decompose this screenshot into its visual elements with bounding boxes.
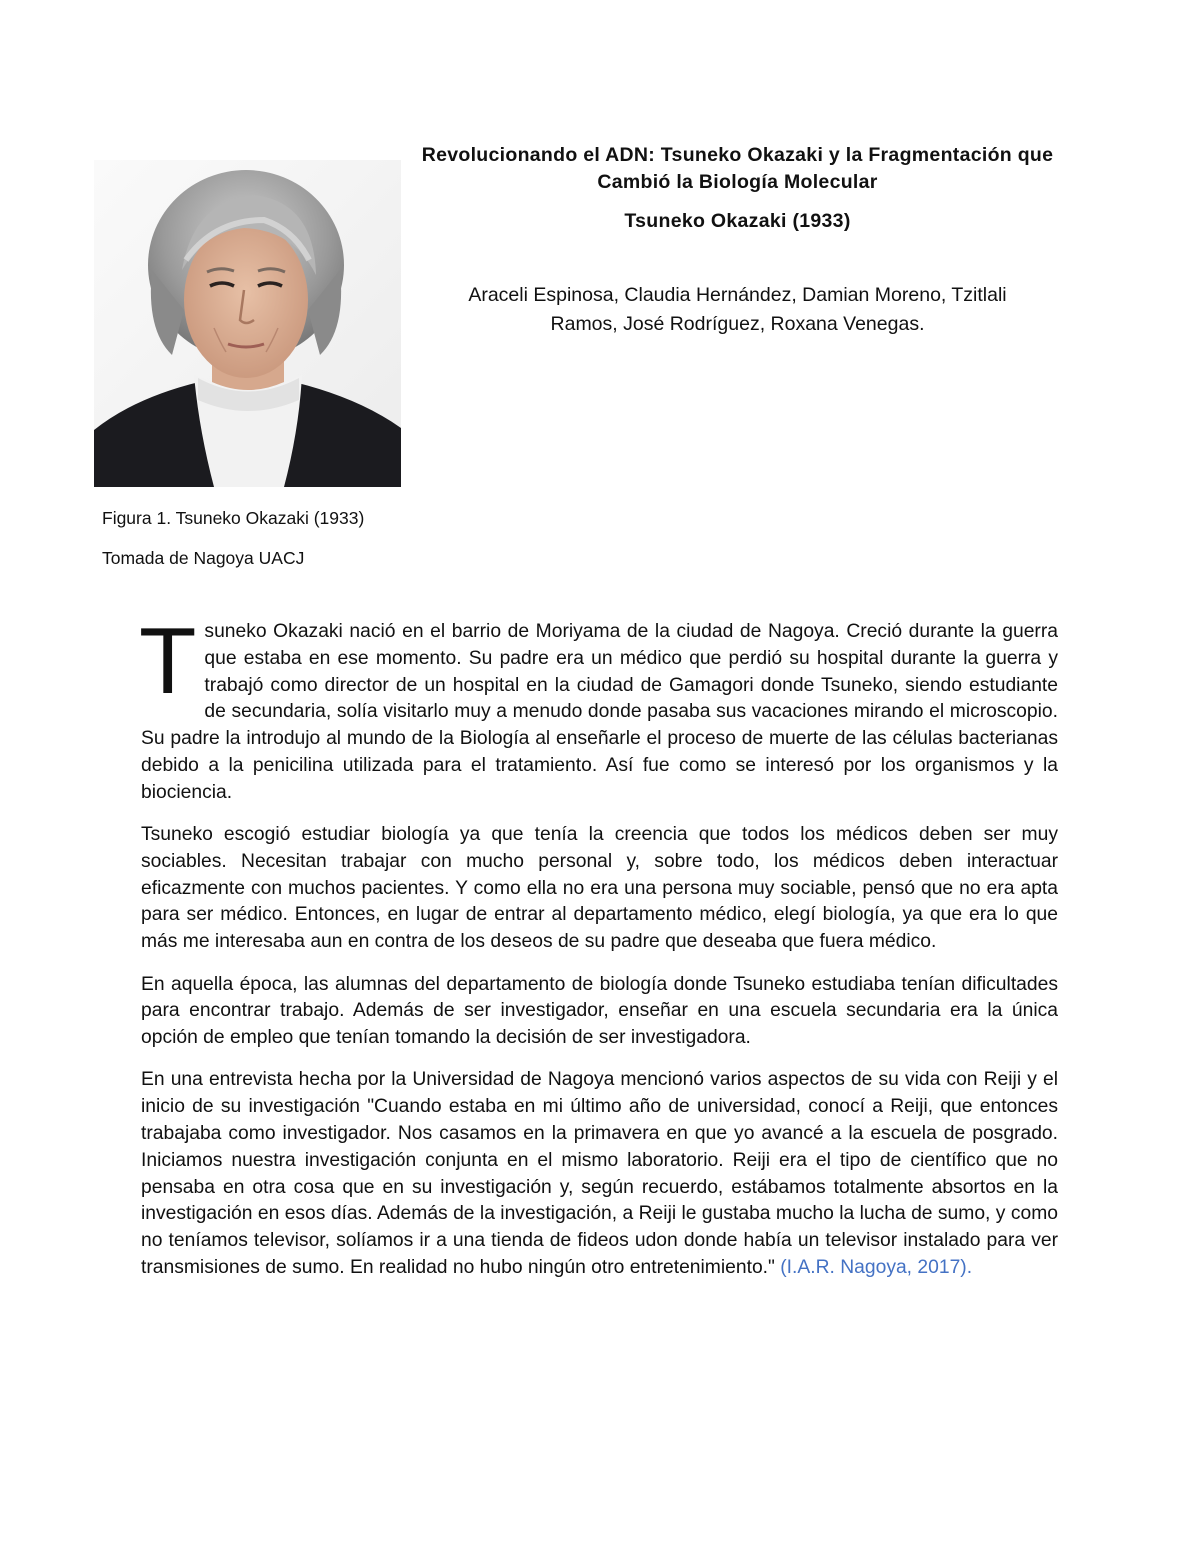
portrait-photo — [94, 160, 401, 487]
document-header — [415, 142, 1060, 339]
paragraph-4 — [141, 1067, 1058, 1281]
paragraph-1 — [139, 608, 1058, 807]
paragraph-4-text: En una entrevista hecha por la Universidad de Nagoya mencionó varios aspectos de su vida con Reiji y el inicio de su investigación "Cuando estaba en mi último año de universidad, conocí a Reiji, que entonces trabajaba como investigador. Nos casamos en la primavera en que yo avancé a la escuela de posgrado. Iniciamos nuestra investigación conjunta en el mismo laboratorio. Reiji era el tipo de científico que no pensaba en otra cosa que en su investigación y, según recuerdo, estábamos totalmente absortos en la investigación en esos días. Además de la investigación, a Reiji le gustaba mucho la lucha de sumo, y como no teníamos televisor, solíamos ir a una tienda de fideos udon donde había un televisor instalado para ver transmisiones de sumo. En realidad no hubo ningún otro entretenimiento." — [141, 1069, 1058, 1279]
citation-link[interactable]: (I.A.R. Nagoya, 2017). — [780, 1257, 973, 1279]
document-subtitle: Tsuneko Okazaki (1933) — [624, 210, 851, 232]
author-list: Araceli Espinosa, Claudia Hernández, Damian Moreno, Tzitlali Ramos, José Rodríguez, Roxana Venegas. — [468, 284, 1007, 335]
document-title: Revolucionando el ADN: Tsuneko Okazaki y la Fragmentación que Cambió la Biología Molecular — [421, 144, 1054, 193]
figure-source: Tomada de Nagoya UACJ — [102, 548, 305, 568]
paragraph-1-text: suneko Okazaki nació en el barrio de Moriyama de la ciudad de Nagoya. Creció durante la guerra que estaba en ese momento. Su padre era un médico que perdió su hospital durante la guerra y trabajó como director de un hospital en la ciudad de Gamagori donde Tsuneko, siendo estudiante de secundaria, solía visitarlo muy a menudo donde pasaba sus vacaciones mirando el microscopio. Su padre la introdujo al mundo de la Biología al enseñarle el proceso de muerte de las células bacterianas debido a la penicilina utilizada para el tratamiento. Así fue como se interesó por los organismos y la biociencia. — [141, 621, 1058, 803]
article-body — [139, 608, 1058, 1297]
paragraph-3: En aquella época, las alumnas del departamento de biología donde Tsuneko estudiaba tenían dificultades para encontrar trabajo. Además de ser investigador, enseñar en una escuela secundaria era la única opción de empleo que tenían tomando la decisión de ser investigadora. — [141, 973, 1058, 1049]
drop-cap: T — [139, 608, 197, 713]
paragraph-2: Tsuneko escogió estudiar biología ya que tenía la creencia que todos los médicos deben ser muy sociables. Necesitan trabajar con mucho personal y, sobre todo, los médicos deben interactuar eficazmente con muchos pacientes. Y como ella no era una persona muy sociable, pensó que no era apta para ser médico. Entonces, en lugar de entrar al departamento médico, elegí biología, ya que era lo que más me interesaba aun en contra de los deseos de su padre que deseaba que fuera médico. — [141, 824, 1058, 953]
figure-caption: Figura 1. Tsuneko Okazaki (1933) — [102, 508, 365, 528]
